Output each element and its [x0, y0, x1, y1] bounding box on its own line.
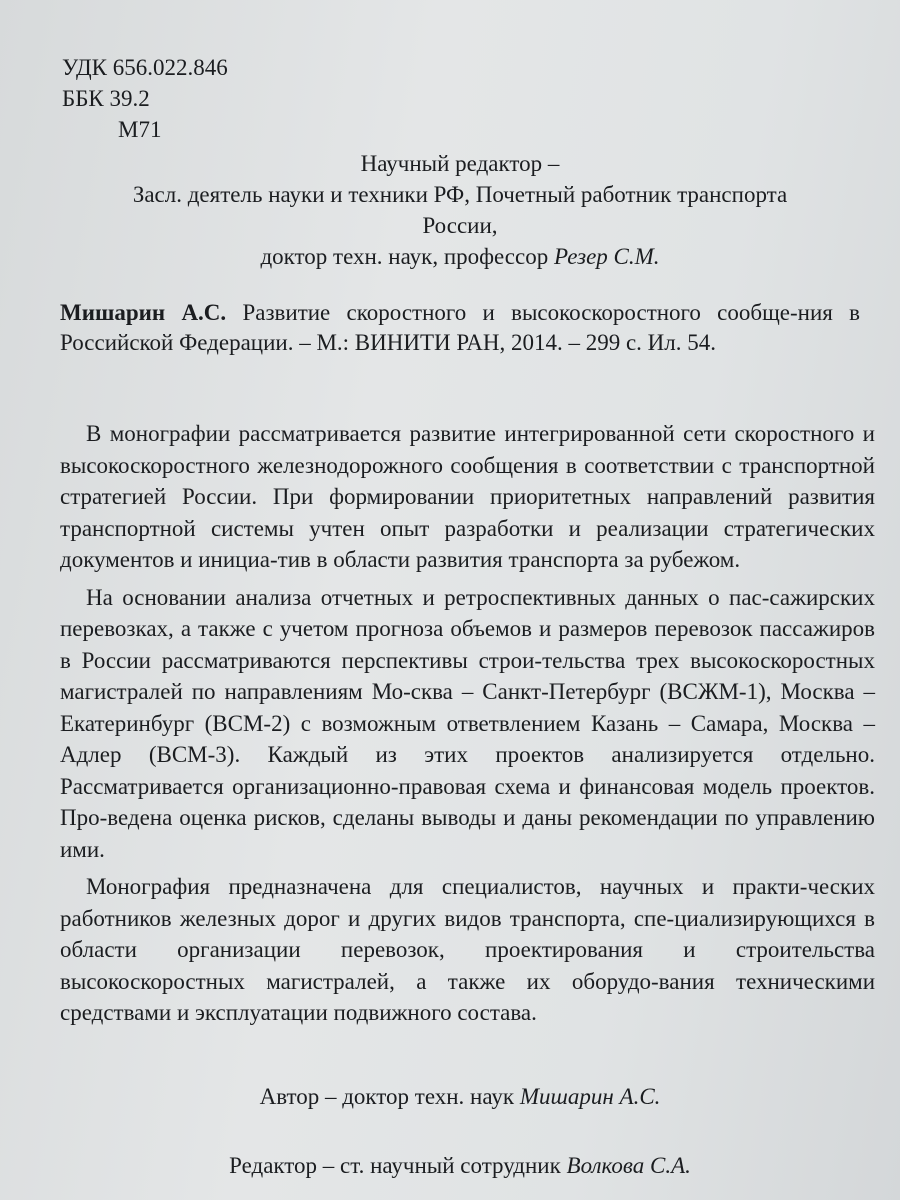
bibliographic-record	[60, 298, 860, 358]
editor-signoff	[60, 1153, 860, 1179]
author-mark: М71	[118, 117, 162, 142]
editor-degree	[60, 241, 860, 272]
editor-degree-text: доктор техн. наук, профессор	[260, 244, 554, 269]
editor-heading: Научный редактор –	[360, 151, 560, 176]
citation-author: Мишарин А.С.	[60, 300, 227, 325]
editor-signoff-name: Волкова С.А.	[566, 1153, 691, 1178]
udk-code: УДК 656.022.846	[62, 55, 228, 80]
abstract-paragraph-2: На основании анализа отчетных и ретроспективных данных о пас-сажирских перевозках, а также с учетом прогноза объемов и размеров перевозок пассажиров в России рассматриваются перспективы строи-тельства трех высокоскоростных магистралей по направлениям Мо-сква – Санкт-Петербург (ВСЖМ-1), Москва – Екатеринбург (ВСМ-2) с возможным ответвлением Казань – Самара, Москва – Адлер (ВСМ-3). Каждый из этих проектов анализируется отдельно. Рассматривается организационно-правовая схема и финансовая модель проектов. Про-ведена оценка рисков, сделаны выводы и даны рекомендации по управлению ими.	[60, 584, 875, 862]
bbk-code: ББК 39.2	[62, 86, 150, 111]
classification-codes	[62, 52, 228, 145]
abstract-paragraph-1: В монографии рассматривается развитие интегрированной сети скоростного и высокоскоростного железнодорожного сообщения в соответствии с транспортной стратегией России. При формировании приоритетных направлений развития транспортной системы учтен опыт разработки и реализации стратегических документов и инициа-тив в области развития транспорта за рубежом.	[60, 421, 875, 572]
editor-title-cont: России,	[422, 213, 498, 238]
editor-name: Резер С.М.	[553, 244, 660, 269]
author-signoff	[60, 1084, 860, 1110]
scientific-editor-block	[60, 148, 860, 272]
abstract-paragraph-3: Монография предназначена для специалистов, научных и практи-ческих работников железных дорог и других видов транспорта, спе-циализирующихся в области организации перевозок, проектирования и строительства высокоскоростных магистралей, а также их оборудо-вания техническими средствами и эксплуатации подвижного состава.	[60, 874, 875, 1025]
editor-signoff-text: Редактор – ст. научный сотрудник	[229, 1153, 567, 1178]
editor-title: Засл. деятель науки и техники РФ, Почетный работник транспорта	[132, 182, 788, 207]
citation-text: Развитие скоростного и высокоскоростного сообще-ния в Российской Федерации. – М.: ВИНИТИ РАН, 2014. – 299 с. Ил. 54.	[60, 300, 860, 355]
author-signoff-text: Автор – доктор техн. наук	[259, 1084, 520, 1109]
author-signoff-name: Мишарин А.С.	[519, 1084, 661, 1109]
abstract	[60, 418, 875, 1035]
